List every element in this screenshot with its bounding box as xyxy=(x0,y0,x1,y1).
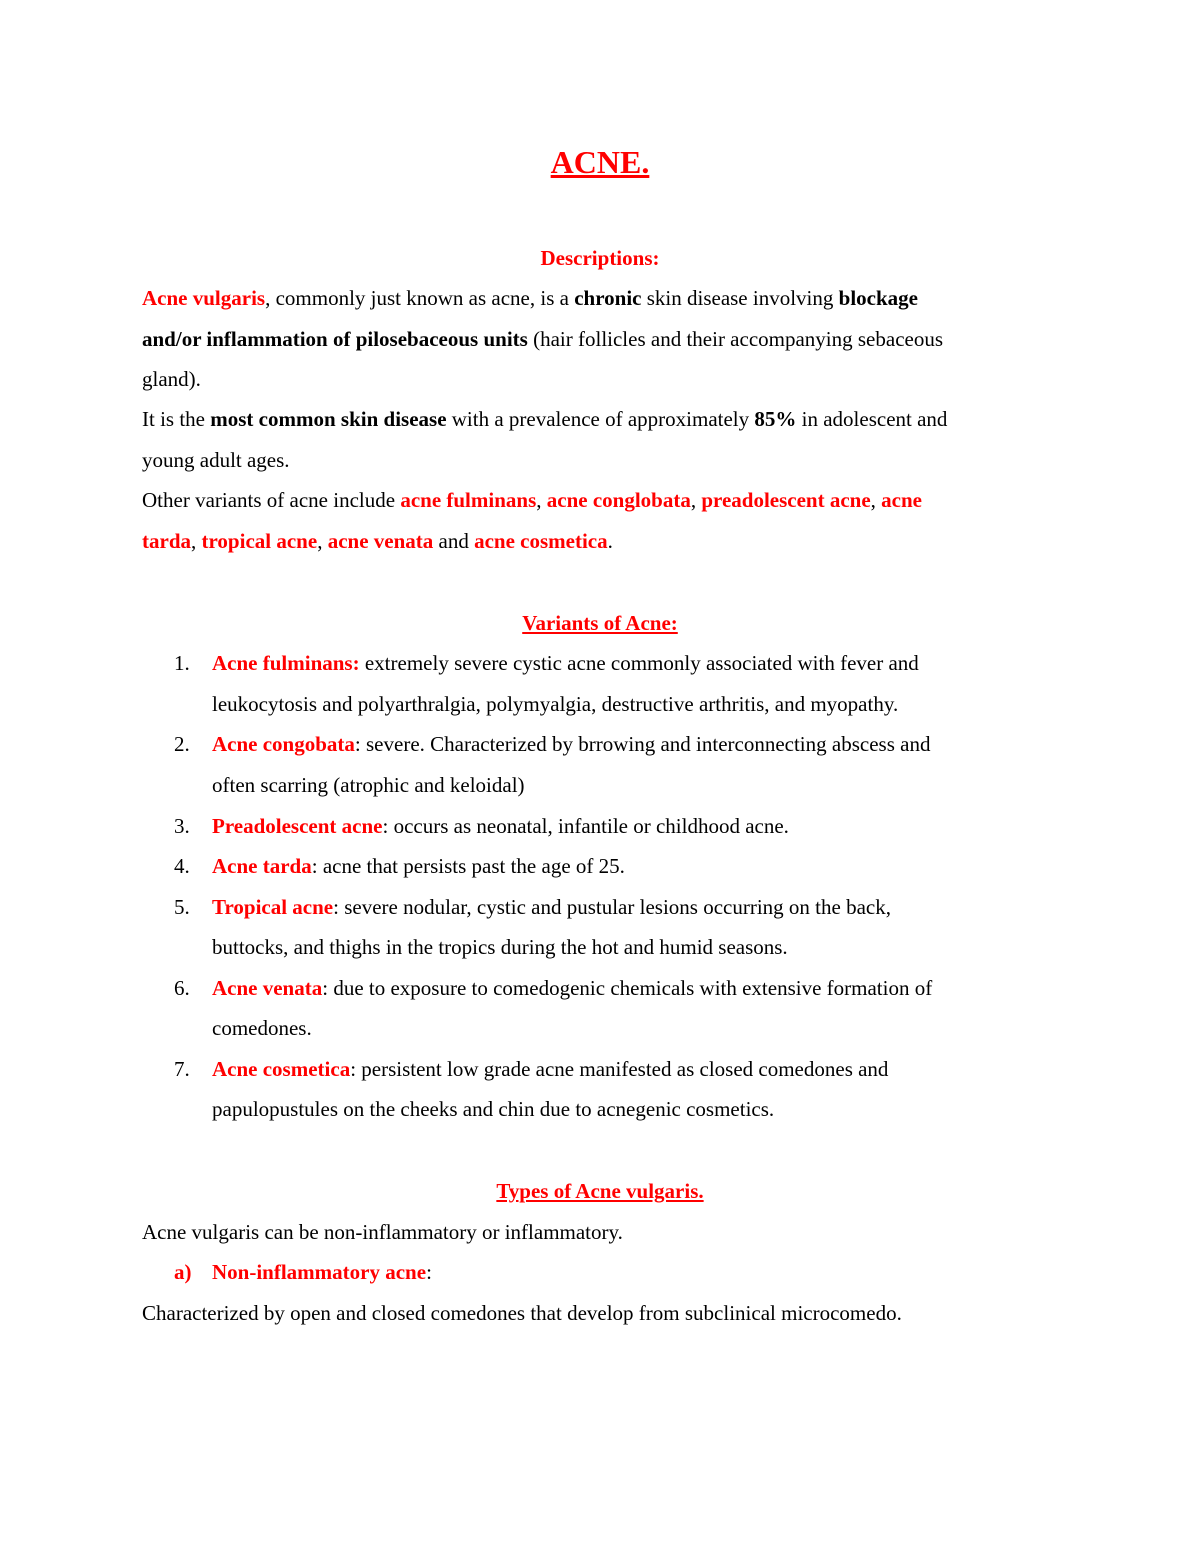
text: . xyxy=(607,529,613,553)
red-term: tropical acne xyxy=(201,529,318,553)
text: , xyxy=(191,529,202,553)
list-item xyxy=(212,852,625,880)
description-line-6 xyxy=(142,486,922,514)
list-number: 2. xyxy=(174,732,190,756)
text: skin disease involving xyxy=(641,286,839,310)
list-item xyxy=(212,730,930,758)
text: and xyxy=(433,529,475,553)
list-number: 1. xyxy=(174,651,190,675)
list-item xyxy=(212,812,789,840)
text: with a prevalence of approximately xyxy=(446,407,755,431)
sub-heading-name: Non-inflammatory acne xyxy=(212,1260,427,1284)
prevalence-value: 85% xyxy=(754,407,797,431)
variant-name: Acne tarda xyxy=(212,854,312,878)
variant-text: : severe. Characterized by brrowing and interconnecting abscess and xyxy=(354,732,931,756)
text: in adolescent and xyxy=(796,407,948,431)
bold-term: blockage xyxy=(838,286,918,310)
variant-name: Preadolescent acne xyxy=(212,814,383,838)
description-line-2 xyxy=(142,325,943,353)
text: : xyxy=(426,1260,432,1284)
list-item xyxy=(212,974,932,1002)
variant-name: Tropical acne xyxy=(212,895,334,919)
red-term: acne cosmetica xyxy=(474,529,608,553)
types-intro: Acne vulgaris can be non-inflammatory or inflammatory. xyxy=(142,1220,623,1244)
description-line-1 xyxy=(142,284,918,312)
text: , xyxy=(870,488,882,512)
list-item xyxy=(212,893,891,921)
red-term: tarda xyxy=(142,529,191,553)
description-line-4 xyxy=(142,405,947,433)
variant-text: : due to exposure to comedogenic chemicals with extensive formation of xyxy=(322,976,933,1000)
description-line-5 xyxy=(142,446,290,474)
list-number: 7. xyxy=(174,1057,190,1081)
list-item-continuation: leukocytosis and polyarthralgia, polymyalgia, destructive arthritis, and myopathy. xyxy=(212,692,899,716)
red-term: acne venata xyxy=(327,529,434,553)
red-term: acne xyxy=(881,488,922,512)
bold-term: and/or inflammation of pilosebaceous units xyxy=(142,327,528,351)
bold-term: chronic xyxy=(574,286,642,310)
list-item-continuation: comedones. xyxy=(212,1016,312,1040)
text: , xyxy=(690,488,702,512)
variant-name: Acne congobata xyxy=(212,732,355,756)
list-number: 3. xyxy=(174,814,190,838)
list-number: 6. xyxy=(174,976,190,1000)
page-title: ACNE. xyxy=(550,144,650,180)
types-heading: Types of Acne vulgaris. xyxy=(496,1179,704,1203)
term-acne-vulgaris: Acne vulgaris xyxy=(142,286,266,310)
text: , commonly just known as acne, is a xyxy=(265,286,575,310)
text: , xyxy=(317,529,328,553)
variants-heading: Variants of Acne: xyxy=(522,611,678,635)
list-item xyxy=(212,649,919,677)
variant-text: : severe nodular, cystic and pustular lesions occurring on the back, xyxy=(333,895,891,919)
sub-heading xyxy=(212,1258,432,1286)
variant-text: extremely severe cystic acne commonly associated with fever and xyxy=(359,651,919,675)
sub-a-text: Characterized by open and closed comedones that develop from subclinical microcomedo. xyxy=(142,1301,902,1325)
list-item-continuation: buttocks, and thighs in the tropics during the hot and humid seasons. xyxy=(212,935,788,959)
list-number: 5. xyxy=(174,895,190,919)
variant-text: : persistent low grade acne manifested as closed comedones and xyxy=(350,1057,889,1081)
bold-term: most common skin disease xyxy=(210,407,447,431)
list-item-continuation: often scarring (atrophic and keloidal) xyxy=(212,773,525,797)
text: young adult ages. xyxy=(142,448,290,472)
list-item-continuation: papulopustules on the cheeks and chin due to acnegenic cosmetics. xyxy=(212,1097,775,1121)
descriptions-heading: Descriptions: xyxy=(540,246,660,270)
red-term: acne conglobata xyxy=(546,488,691,512)
list-number: 4. xyxy=(174,854,190,878)
sub-label-text: a) xyxy=(174,1260,192,1284)
list-item xyxy=(212,1055,888,1083)
sub-label xyxy=(174,1258,192,1286)
text: Other variants of acne include xyxy=(142,488,401,512)
variant-name: Acne fulminans: xyxy=(212,651,360,675)
variant-text: : occurs as neonatal, infantile or childhood acne. xyxy=(382,814,789,838)
description-line-7 xyxy=(142,527,613,555)
variant-text: : acne that persists past the age of 25. xyxy=(311,854,625,878)
variant-name: Acne cosmetica xyxy=(212,1057,351,1081)
text: gland). xyxy=(142,367,201,391)
text: It is the xyxy=(142,407,211,431)
text: (hair follicles and their accompanying sebaceous xyxy=(527,327,944,351)
text: , xyxy=(536,488,547,512)
red-term: acne fulminans xyxy=(400,488,537,512)
red-term: preadolescent acne xyxy=(701,488,871,512)
variant-name: Acne venata xyxy=(212,976,323,1000)
description-line-3 xyxy=(142,365,201,393)
